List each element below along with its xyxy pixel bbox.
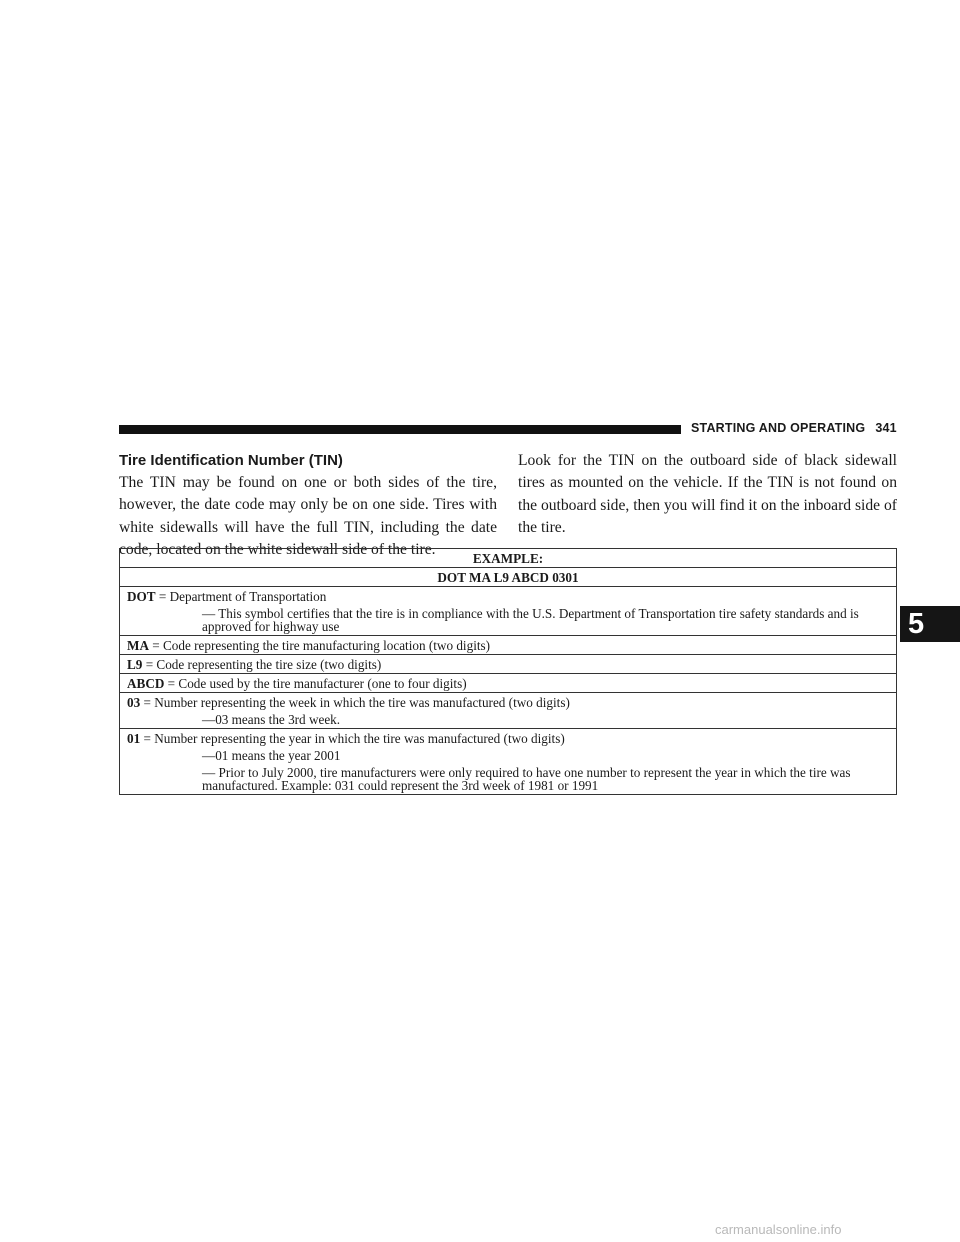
body-paragraph-left: The TIN may be found on one or both sides of the tire, however, the date code may only be on one side. Tires with white sidewalls will have the full TIN, including the date code, located on the white sidewall side of the tire. <box>119 474 497 559</box>
tin-code: 03 <box>127 695 141 710</box>
tin-code-note: — This symbol certifies that the tire is in compliance with the U.S. Department of Transportation tire safety standards and is approved for highway use <box>202 606 859 634</box>
table-row <box>120 636 897 655</box>
tin-code: 01 <box>127 731 141 746</box>
tin-code-description: = Code representing the tire manufacturing location (two digits) <box>152 638 491 653</box>
section-title: Tire Identification Number (TIN) <box>119 452 343 469</box>
page-number: 341 <box>875 421 897 435</box>
table-example-row <box>120 568 897 587</box>
running-header <box>691 421 911 435</box>
tin-code-description: = Number representing the week in which the tire was manufactured (two digits) <box>143 695 570 710</box>
tin-code: DOT <box>127 589 156 604</box>
tin-example-table <box>119 548 897 795</box>
table-row <box>120 693 897 729</box>
tin-code-description: = Code used by the tire manufacturer (one to four digits) <box>167 676 467 691</box>
tin-code: MA <box>127 638 149 653</box>
tin-example-code: DOT MA L9 ABCD 0301 <box>120 568 897 587</box>
table-row <box>120 587 897 636</box>
table-cell <box>120 729 897 795</box>
body-paragraph-right: Look for the TIN on the outboard side of black sidewall tires as mounted on the vehicle. If the TIN is not found on the outboard side, then you will find it on the inboard side of the tire. <box>518 452 897 537</box>
table-cell <box>120 587 897 636</box>
table-heading: EXAMPLE: <box>120 549 897 568</box>
chapter-tab: 5 <box>900 606 960 642</box>
table-cell <box>120 655 897 674</box>
tin-code-note: — Prior to July 2000, tire manufacturers were only required to have one number to represent the year in which the tire was manufactured. Example: 031 could represent the 3rd week of 1981 or 1991 <box>202 765 851 793</box>
header-rule <box>119 425 681 434</box>
tin-code-note: —03 means the 3rd week. <box>202 712 341 727</box>
table-row <box>120 655 897 674</box>
table-cell <box>120 636 897 655</box>
table-cell <box>120 674 897 693</box>
tin-code-description: = Code representing the tire size (two digits) <box>145 657 382 672</box>
tin-code-description: = Department of Transportation <box>158 589 327 604</box>
tin-code-note: —01 means the year 2001 <box>202 748 341 763</box>
table-row <box>120 674 897 693</box>
header-section-title: STARTING AND OPERATING <box>691 421 866 435</box>
table-row <box>120 729 897 795</box>
table-heading-row <box>120 549 897 568</box>
tin-code: ABCD <box>127 676 165 691</box>
tin-code: L9 <box>127 657 143 672</box>
table-cell <box>120 693 897 729</box>
watermark: carmanualsonline.info <box>715 1222 842 1237</box>
tin-code-description: = Number representing the year in which the tire was manufactured (two digits) <box>143 731 565 746</box>
